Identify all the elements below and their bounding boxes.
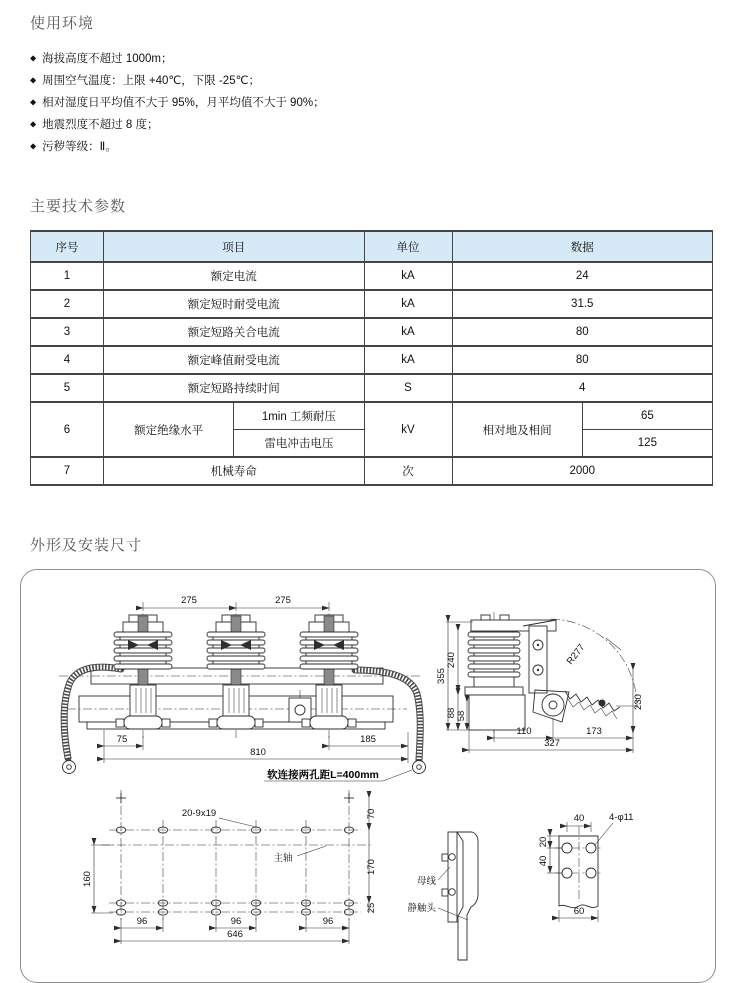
col-header-item: 项目 <box>104 231 365 262</box>
front-view-drawing <box>59 595 426 781</box>
cell-item: 额定峰值耐受电流 <box>104 346 365 374</box>
cell-data: 31.5 <box>452 290 713 318</box>
dim-40-top: 40 <box>573 813 585 824</box>
side-view-drawing <box>436 612 644 753</box>
dim-96-c: 96 <box>322 916 334 927</box>
col-header-data: 数据 <box>452 231 713 262</box>
table-row <box>31 290 713 318</box>
table-header-row <box>31 231 713 262</box>
diamond-bullet-icon: ◆ <box>30 141 37 151</box>
cell-unit: kA <box>364 262 452 290</box>
plate-holes-label: 4-φ11 <box>609 812 634 823</box>
mounting-plan-drawing <box>82 790 377 944</box>
table-row <box>31 457 713 485</box>
left-terminal <box>63 761 76 774</box>
corner-hole <box>116 793 126 803</box>
technical-parameters-table <box>30 230 713 486</box>
cell-data: 80 <box>452 346 713 374</box>
flex-link-note: 软连接两孔距L=400mm <box>267 769 379 781</box>
dim-88: 88 <box>446 707 457 719</box>
table-row <box>31 262 713 290</box>
cell-unit: kA <box>364 346 452 374</box>
cell-subitem: 1min 工频耐压 <box>234 402 364 430</box>
cell-item: 额定短时耐受电流 <box>104 290 365 318</box>
cell-unit: S <box>364 374 452 402</box>
terminal-plate-drawing <box>538 812 633 922</box>
dimension-drawing-box <box>20 569 716 983</box>
cell-data: 65 <box>582 402 712 430</box>
dim-170: 170 <box>366 859 377 875</box>
dim-240: 240 <box>446 652 457 668</box>
dim-96-b: 96 <box>230 916 242 927</box>
cell-scope: 相对地及相间 <box>452 402 582 457</box>
cell-no: 3 <box>31 318 104 346</box>
list-item <box>30 70 713 92</box>
cell-unit: 次 <box>364 457 452 485</box>
env-item-text: 相对湿度日平均值不大于 95%，月平均值不大于 90%； <box>42 97 325 109</box>
dim-25: 25 <box>366 902 377 914</box>
cell-no: 5 <box>31 374 104 402</box>
cell-data: 24 <box>452 262 713 290</box>
dim-total-width: 810 <box>250 747 266 758</box>
section-title-dimensions: 外形及安装尺寸 <box>30 537 143 554</box>
cell-item: 机械寿命 <box>104 457 365 485</box>
section-title-technical-parameters: 主要技术参数 <box>30 198 127 215</box>
cell-data: 80 <box>452 318 713 346</box>
table-row-insulation-1 <box>31 402 713 430</box>
usage-environment-list <box>30 48 713 158</box>
col-header-unit: 单位 <box>364 231 452 262</box>
dim-pitch-b: 275 <box>275 595 291 606</box>
holes-spec-label: 20-9x19 <box>181 808 217 819</box>
cell-unit: kA <box>364 290 452 318</box>
cell-subitem: 雷电冲击电压 <box>234 430 364 458</box>
cell-item: 额定短路关合电流 <box>104 318 365 346</box>
dim-40-left: 40 <box>538 855 549 867</box>
busbar-label: 母线 <box>416 876 436 887</box>
dim-230: 230 <box>633 694 644 710</box>
list-item <box>30 48 713 70</box>
cell-no: 4 <box>31 346 104 374</box>
right-terminal <box>413 761 426 774</box>
table-row <box>31 318 713 346</box>
col-header-no: 序号 <box>31 231 104 262</box>
dim-355: 355 <box>436 668 447 684</box>
cell-unit: kA <box>364 318 452 346</box>
dim-96-a: 96 <box>136 916 148 927</box>
env-item-text: 海拔高度不超过 1000m； <box>42 53 173 65</box>
diamond-bullet-icon: ◆ <box>30 75 37 85</box>
dim-right-offset: 185 <box>360 734 376 745</box>
cell-no: 1 <box>31 262 104 290</box>
cell-unit: kV <box>364 402 452 457</box>
dim-70: 70 <box>366 808 377 820</box>
diamond-bullet-icon: ◆ <box>30 97 37 107</box>
list-item <box>30 136 713 158</box>
cell-data: 2000 <box>452 457 713 485</box>
dim-20-left: 20 <box>538 836 549 848</box>
list-item <box>30 92 713 114</box>
diamond-bullet-icon: ◆ <box>30 53 37 63</box>
dim-60-bottom: 60 <box>573 906 585 917</box>
contact-bracket-drawing <box>407 832 478 960</box>
dim-160: 160 <box>82 871 93 887</box>
cell-data: 125 <box>582 430 712 458</box>
dim-58: 58 <box>456 710 467 722</box>
diamond-bullet-icon: ◆ <box>30 119 37 129</box>
dim-173: 173 <box>586 726 602 737</box>
cell-item: 额定绝缘水平 <box>104 402 234 457</box>
main-shaft-label: 主轴 <box>273 853 293 864</box>
cell-item: 额定短路持续时间 <box>104 374 365 402</box>
env-item-text: 污秽等级：Ⅱ。 <box>42 141 117 153</box>
dim-left-offset: 75 <box>116 734 128 745</box>
dim-646: 646 <box>227 929 243 940</box>
corner-hole <box>344 793 354 803</box>
static-contact-label: 静触头 <box>407 903 436 914</box>
dim-radius: R277 <box>564 642 588 667</box>
cell-no: 2 <box>31 290 104 318</box>
dim-110: 110 <box>516 726 532 737</box>
technical-drawing <box>21 570 715 982</box>
env-item-text: 地震烈度不超过 8 度； <box>42 119 159 131</box>
env-item-text: 周围空气温度：上限 +40℃，下限 -25℃； <box>42 75 261 87</box>
cell-no: 6 <box>31 402 104 457</box>
cell-data: 4 <box>452 374 713 402</box>
section-title-usage-environment: 使用环境 <box>30 15 95 32</box>
cell-item: 额定电流 <box>104 262 365 290</box>
cell-no: 7 <box>31 457 104 485</box>
list-item <box>30 114 713 136</box>
table-row <box>31 374 713 402</box>
dim-327: 327 <box>544 738 560 749</box>
table-row <box>31 346 713 374</box>
dim-pitch-a: 275 <box>181 595 197 606</box>
